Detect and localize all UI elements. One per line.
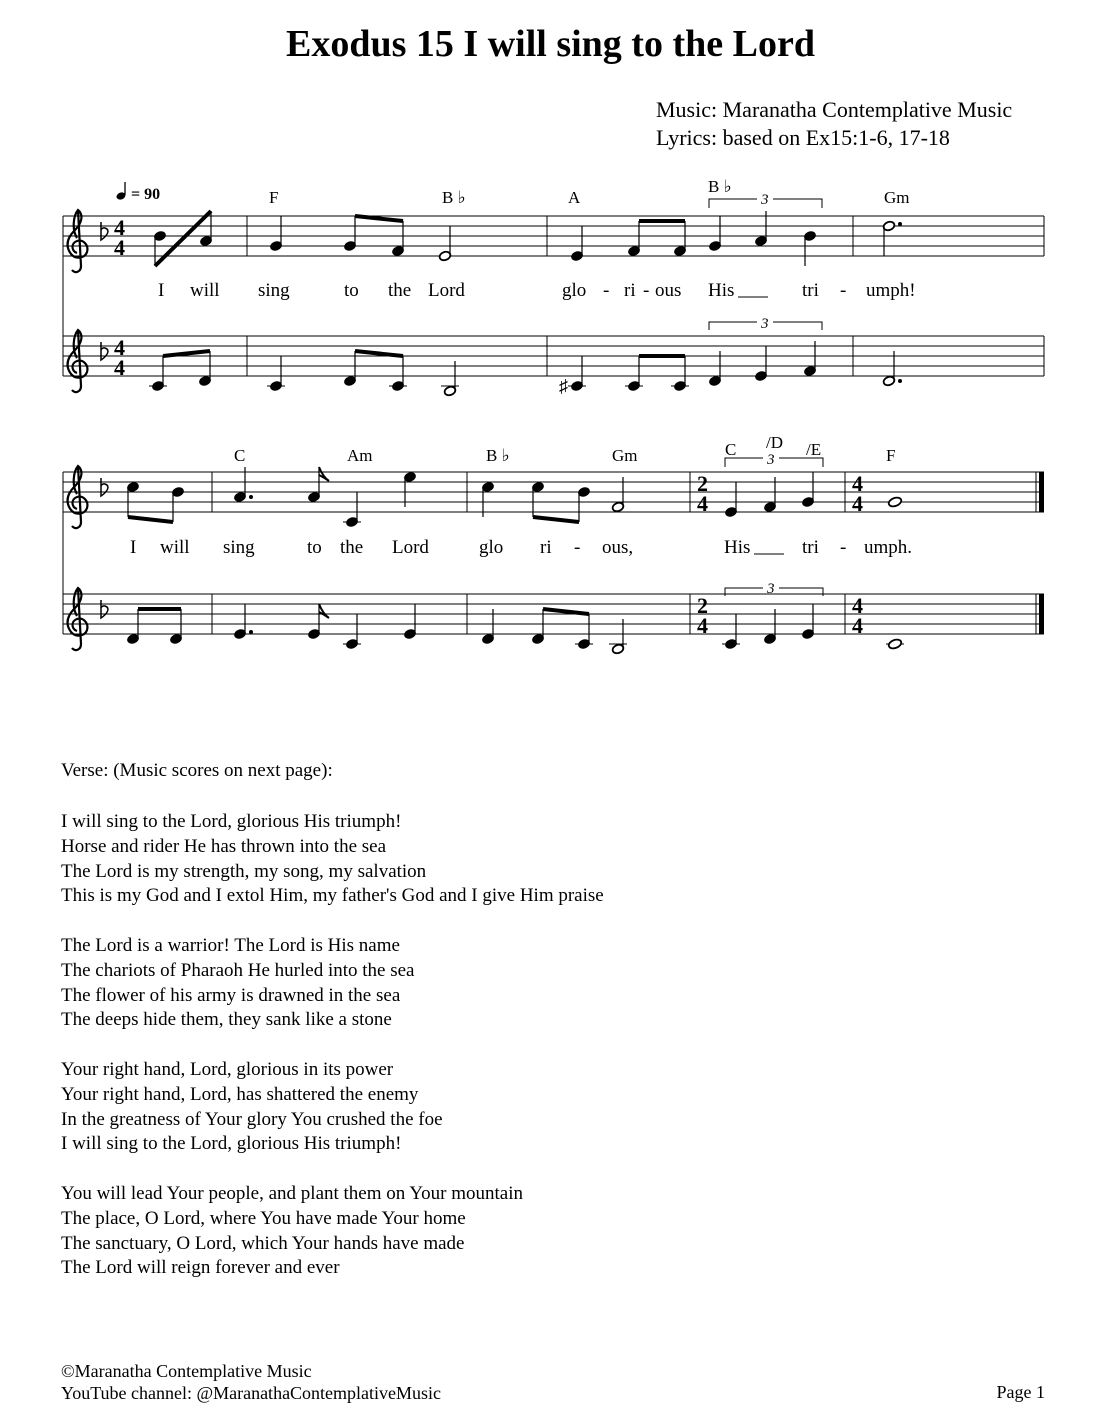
note xyxy=(269,216,282,252)
verse-line: I will sing to the Lord, glorious His triumph! xyxy=(61,1133,402,1155)
dot xyxy=(249,495,253,499)
verse-line: The Lord is a warrior! The Lord is His name xyxy=(61,934,400,956)
chord-symbol: F xyxy=(269,188,279,207)
youtube-channel-text: YouTube channel: @MaranathaContemplativeMusic xyxy=(61,1383,442,1403)
verse-lyrics xyxy=(61,810,604,1306)
note xyxy=(754,346,767,382)
lyric-hyphen: - xyxy=(840,280,847,301)
flag xyxy=(319,467,329,481)
time-signature: 4 xyxy=(697,613,708,638)
flat-icon xyxy=(101,222,108,240)
lyric-syllable: to xyxy=(344,280,359,301)
lyric-syllable: glo xyxy=(479,537,504,558)
verse-heading: Verse: (Music scores on next page): xyxy=(61,760,333,781)
lyric-syllable: the xyxy=(388,280,412,301)
verse-line: Your right hand, Lord, glorious in its power xyxy=(61,1058,394,1080)
beam xyxy=(355,216,403,221)
lyric-syllable: I xyxy=(130,537,137,558)
tempo-marking xyxy=(116,182,161,203)
note xyxy=(722,614,740,650)
notes-melody-system-1 xyxy=(153,211,902,266)
tuplet-number: 3 xyxy=(761,192,769,208)
tuplet-number: 3 xyxy=(761,316,769,332)
beam xyxy=(163,351,210,356)
lyric-hyphen: - xyxy=(574,537,581,558)
note xyxy=(577,486,590,522)
lyric-hyphen: - xyxy=(603,280,610,301)
time-signature: 2 xyxy=(697,471,708,496)
note xyxy=(438,226,451,262)
beam xyxy=(128,517,173,522)
time-signature: 4 xyxy=(852,613,863,638)
verse-line: You will lead Your people, and plant them on Your mountain xyxy=(61,1182,523,1204)
time-signature: 4 xyxy=(114,355,125,380)
lyric-syllable: umph! xyxy=(866,280,916,301)
chord-symbol: Am xyxy=(347,446,373,465)
lyric-syllable: I xyxy=(158,280,165,301)
music-score xyxy=(0,0,1101,700)
footer xyxy=(61,1360,441,1404)
lyric-syllable: will xyxy=(190,280,220,301)
verse-line: The deeps hide them, they sank like a stone xyxy=(61,1009,392,1031)
lyric-hyphen: - xyxy=(840,537,847,558)
tempo-value: = 90 xyxy=(131,186,161,203)
chord-symbol: F xyxy=(886,446,896,465)
time-signature: 4 xyxy=(852,593,863,618)
lyric-syllable: glo xyxy=(562,280,587,301)
notes-harmony-system-1 xyxy=(149,341,902,397)
verse-line: I will sing to the Lord, glorious His triumph! xyxy=(61,811,402,832)
time-signature: 4 xyxy=(114,215,125,240)
stanza xyxy=(61,810,604,909)
beam xyxy=(543,609,589,614)
chord-symbol: C xyxy=(725,440,737,459)
chord-symbol: /E xyxy=(806,440,822,459)
flat-icon xyxy=(101,478,108,496)
tuplet-bracket xyxy=(725,581,823,597)
note xyxy=(671,356,689,392)
time-signature: 4 xyxy=(697,491,708,516)
chord-symbol: Gm xyxy=(884,188,910,207)
chord-symbol: B ♭ xyxy=(708,177,732,196)
notes-harmony-system-2 xyxy=(126,604,904,655)
flat-icon xyxy=(101,342,108,360)
lyric-syllable: umph. xyxy=(864,537,913,558)
page-number: Page 1 xyxy=(996,1382,1045,1402)
note xyxy=(882,220,902,256)
lyrics-system-2 xyxy=(130,537,912,558)
lyric-syllable: to xyxy=(307,537,322,558)
verse-line: The Lord is my strength, my song, my salvation xyxy=(61,860,427,882)
verse-line: The sanctuary, O Lord, which Your hands have made xyxy=(61,1232,465,1254)
note xyxy=(801,472,814,508)
note xyxy=(625,356,643,392)
lyric-syllable: Lord xyxy=(392,537,429,558)
verse-line: The flower of his army is drawned in the sea xyxy=(61,984,401,1006)
note xyxy=(389,356,407,392)
time-signature: 4 xyxy=(114,235,125,260)
chord-symbol: B ♭ xyxy=(442,188,466,207)
flag xyxy=(319,604,329,618)
dot xyxy=(898,222,902,226)
lyric-syllable: ous, xyxy=(602,537,634,558)
sharp-icon: ♯ xyxy=(559,376,568,396)
note-head xyxy=(888,496,903,508)
treble-clef-icon xyxy=(68,210,88,272)
note xyxy=(888,496,903,508)
stanza xyxy=(61,934,604,1033)
music-credit: Music: Maranatha Contemplative Music xyxy=(656,97,1013,122)
copyright-text: ©Maranatha Contemplative Music xyxy=(61,1361,312,1381)
time-signature: 4 xyxy=(852,491,863,516)
lyric-syllable: sing xyxy=(258,280,290,301)
tuplet-number: 3 xyxy=(767,581,775,597)
chord-symbol: A xyxy=(568,188,581,207)
lyrics-system-1 xyxy=(158,280,916,301)
lyrics-credit: Lyrics: based on Ex15:1-6, 17-18 xyxy=(656,125,950,150)
note xyxy=(570,226,583,262)
note xyxy=(267,356,285,392)
chord-symbol: Gm xyxy=(612,446,638,465)
lyric-syllable: ous xyxy=(655,280,682,301)
treble-clef-icon xyxy=(68,466,88,528)
page-title: Exodus 15 I will sing to the Lord xyxy=(286,23,815,65)
verse-line: Your right hand, Lord, has shattered the enemy xyxy=(61,1083,419,1105)
note xyxy=(343,614,361,650)
time-signature: 2 xyxy=(697,593,708,618)
treble-clef-icon xyxy=(68,588,88,650)
note xyxy=(343,492,361,528)
verse-line: The place, O Lord, where You have made Your home xyxy=(61,1207,466,1229)
note xyxy=(724,482,737,518)
verse-line: In the greatness of Your glory You crushed the foe xyxy=(61,1108,443,1130)
lyric-syllable: His xyxy=(708,280,735,301)
note xyxy=(575,614,593,650)
tuplet-bracket xyxy=(709,316,822,332)
dot xyxy=(898,379,902,383)
lyric-syllable: tri xyxy=(802,537,819,558)
verse-line: The Lord will reign forever and ever xyxy=(61,1257,340,1279)
verse-line: This is my God and I extol Him, my father's God and I give Him praise xyxy=(61,885,604,907)
time-signature: 4 xyxy=(114,335,125,360)
flat-icon xyxy=(101,600,108,618)
beam xyxy=(355,351,403,356)
lyric-hyphen: - xyxy=(643,280,650,301)
dot xyxy=(249,630,253,634)
lyric-syllable: ri xyxy=(540,537,552,558)
tuplet-number: 3 xyxy=(767,452,775,468)
note xyxy=(149,356,167,392)
note xyxy=(171,486,184,522)
verse-line: The chariots of Pharaoh He hurled into the sea xyxy=(61,959,415,981)
lyric-syllable: sing xyxy=(223,537,255,558)
note xyxy=(403,604,416,640)
lyric-syllable: the xyxy=(340,537,364,558)
lyric-syllable: tri xyxy=(802,280,819,301)
lyric-syllable: Lord xyxy=(428,280,465,301)
chord-symbol: B ♭ xyxy=(486,446,510,465)
note xyxy=(886,638,904,650)
verse-line: Horse and rider He has thrown into the sea xyxy=(61,835,387,857)
stanza xyxy=(61,1058,604,1157)
note xyxy=(803,230,816,266)
lyric-syllable: ri xyxy=(624,280,636,301)
lyric-syllable: will xyxy=(160,537,190,558)
beam xyxy=(533,517,579,522)
treble-clef-icon xyxy=(68,330,88,392)
chord-symbol: /D xyxy=(766,433,783,452)
note xyxy=(708,216,721,252)
notes-melody-system-2 xyxy=(126,467,902,528)
stanza xyxy=(61,1182,604,1281)
note xyxy=(801,604,814,640)
chord-symbol: C xyxy=(234,446,246,465)
note-head xyxy=(888,638,903,650)
time-signature: 4 xyxy=(852,471,863,496)
lyric-syllable: His xyxy=(724,537,751,558)
note xyxy=(343,216,356,252)
